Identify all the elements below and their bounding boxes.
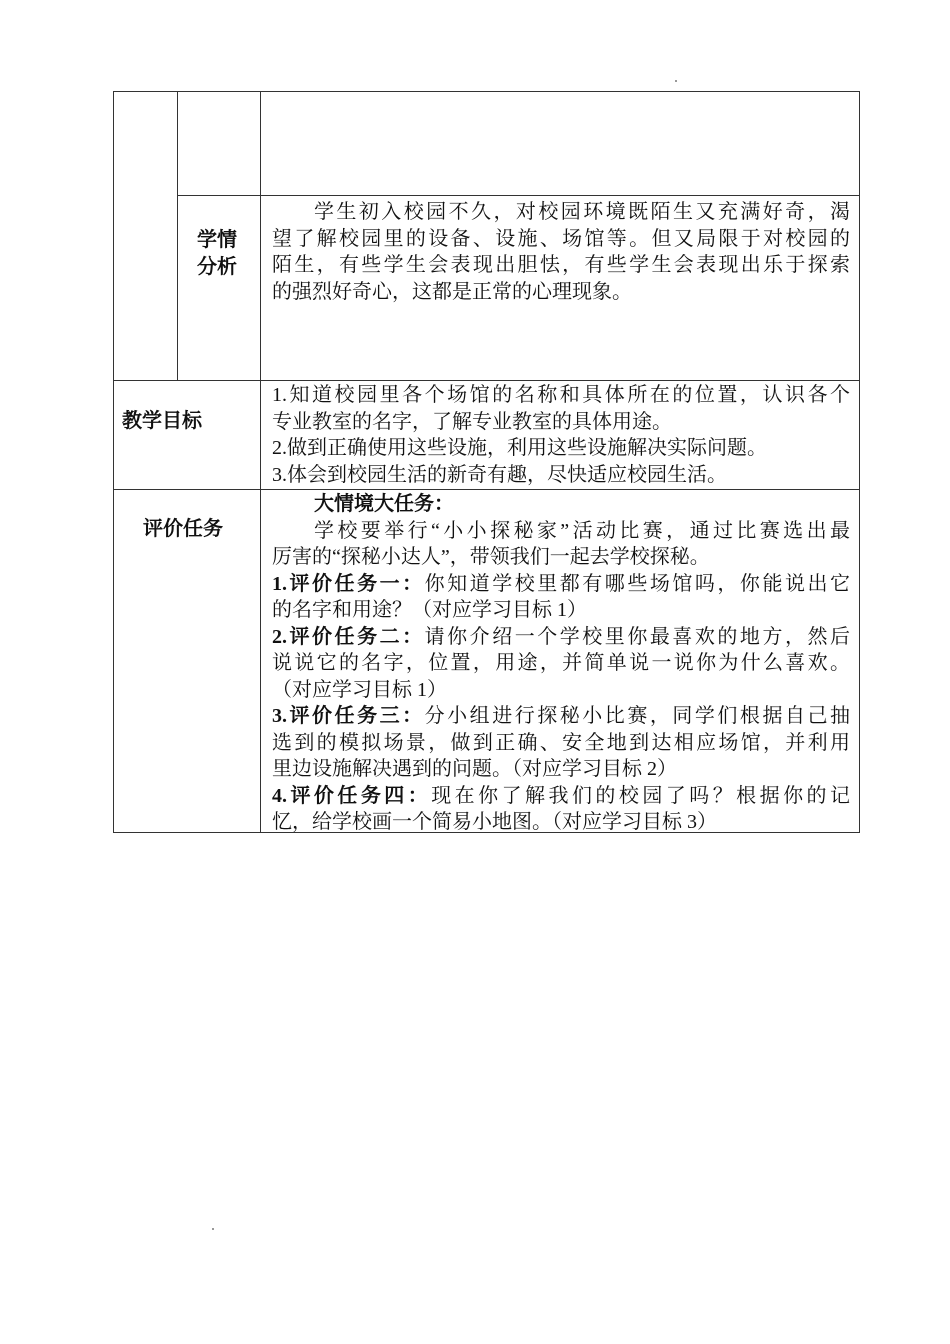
goal-line: 1.知道校园里各个场馆的名称和具体所在的位置，认识各个 bbox=[272, 384, 850, 406]
goal-line: 专业教室的名字，了解专业教室的具体用途。 bbox=[272, 410, 672, 433]
evaluation-heading bbox=[272, 491, 850, 518]
page-mark bbox=[212, 1228, 214, 1230]
task-line: 选到的模拟场景，做到正确、安全地到达相应场馆，并利用 bbox=[272, 731, 850, 754]
goals-label: 教学目标 bbox=[122, 408, 202, 432]
task-line: 的名字和用途？（对应学习目标 1） bbox=[272, 599, 587, 621]
goals-label-cell bbox=[113, 380, 261, 490]
text-line: 的强烈好奇心，这都是正常的心理现象。 bbox=[272, 280, 632, 303]
task-line: 现在你了解我们的校园了吗？根据你的记 bbox=[431, 784, 851, 807]
intro-line: 学校要举行“小小探秘家”活动比赛，通过比赛选出最 bbox=[314, 519, 850, 542]
situation-label-line: 分析 bbox=[197, 254, 237, 278]
text-line: 陌生，有些学生会表现出胆怯，有些学生会表现出乐于探索 bbox=[272, 254, 850, 276]
evaluation-text bbox=[272, 491, 850, 836]
task-line: 忆，给学校画一个简易小地图。（对应学习目标 3） bbox=[272, 811, 717, 833]
evaluation-label: 评价任务 bbox=[143, 516, 223, 540]
situation-label bbox=[197, 226, 237, 280]
goal-line: 2.做到正确使用这些设施，利用这些设施解决实际问题。 bbox=[272, 437, 767, 459]
task-title: 3.评价任务三： bbox=[272, 705, 425, 727]
task-line: 你知道学校里都有哪些场馆吗，你能说出它 bbox=[424, 572, 851, 595]
blank-label-cell bbox=[177, 91, 261, 196]
page-mark bbox=[675, 80, 677, 82]
text-line: 学生初入校园不久，对校园环境既陌生又充满好奇，渴 bbox=[314, 201, 850, 223]
goal-line: 3.体会到校园生活的新奇有趣，尽快适应校园生活。 bbox=[272, 463, 727, 486]
intro-line: 厉害的“探秘小达人”，带领我们一起去学校探秘。 bbox=[272, 546, 710, 568]
task-line: 里边设施解决遇到的问题。（对应学习目标 2） bbox=[272, 758, 677, 780]
text-line: 望了解校园里的设备、设施、场馆等。但又局限于对校园的 bbox=[272, 227, 850, 250]
task-2 bbox=[272, 624, 850, 651]
blank-content-cell bbox=[260, 91, 860, 196]
situation-text bbox=[272, 199, 850, 305]
situation-label-line: 学情 bbox=[197, 227, 237, 251]
task-line: （对应学习目标 1） bbox=[272, 678, 447, 701]
task-3 bbox=[272, 703, 850, 730]
task-title: 1.评价任务一： bbox=[272, 572, 425, 595]
task-line: 请你介绍一个学校里你最喜欢的地方，然后 bbox=[424, 625, 851, 648]
task-line: 说说它的名字，位置，用途，并简单说一说你为什么喜欢。 bbox=[272, 652, 850, 674]
task-title: 4.评价任务四： bbox=[272, 784, 432, 807]
task-4 bbox=[272, 783, 850, 810]
merged-left-cell bbox=[113, 91, 178, 381]
task-1 bbox=[272, 571, 850, 598]
heading-text: 大情境大任务： bbox=[314, 493, 454, 515]
situation-label-cell bbox=[177, 195, 261, 381]
task-title: 2.评价任务二： bbox=[272, 625, 425, 648]
goals-text bbox=[272, 382, 850, 488]
task-line: 分小组进行探秘小比赛，同学们根据自己抽 bbox=[424, 705, 851, 727]
